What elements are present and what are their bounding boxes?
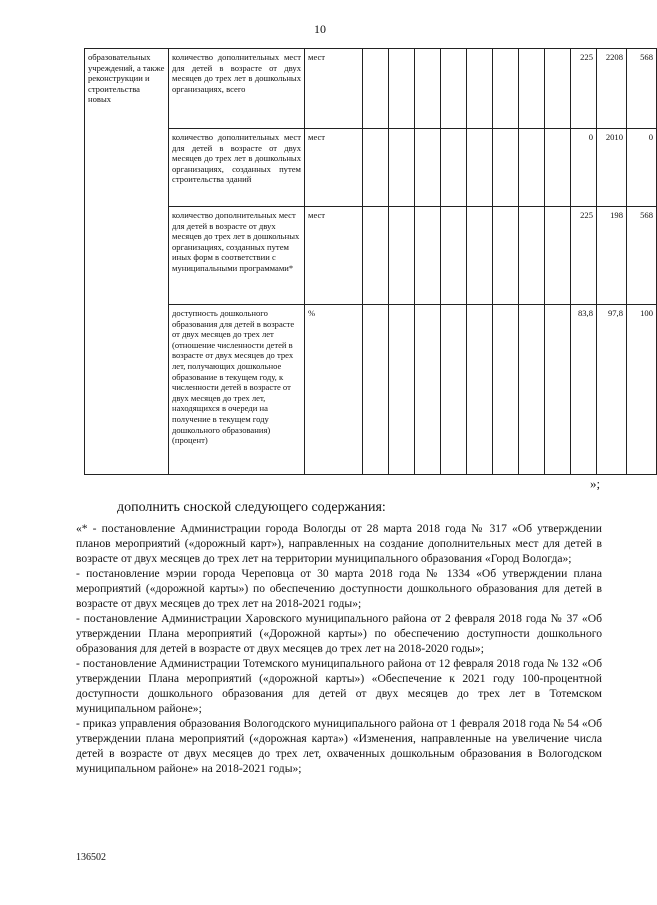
value-cell: 83,8 xyxy=(571,305,597,475)
indicators-table xyxy=(84,48,657,475)
table-row xyxy=(85,207,657,305)
unit-cell: мест xyxy=(305,129,363,207)
footnote-paragraph: - постановление Администрации Тотемского муниципального района от 12 февраля 2018 года № 132 «Об утверждении Плана мероприятий («дорожной карты») «Обеспечение к 2021 году 100-процентной доступности дошкольного образования для детей от двух месяцев до трех лет в Тотемском муниципальном районе»; xyxy=(76,657,602,715)
value-cell: 2010 xyxy=(597,129,627,207)
table-row xyxy=(85,129,657,207)
table-row xyxy=(85,305,657,475)
value-cell: 2208 xyxy=(597,49,627,129)
unit-cell: мест xyxy=(305,49,363,129)
page-number: 10 xyxy=(314,22,326,36)
value-cell: 225 xyxy=(571,207,597,305)
category-cell: образовательных учреждений, а также реконструкции и строительства новых xyxy=(85,49,169,475)
value-cell: 0 xyxy=(627,129,657,207)
footnote-paragraph: - постановление Администрации Харовского муниципального района от 2 февраля 2018 года № 37 «Об утверждении Плана мероприятий («Дорожной карты») по обеспечению доступности дошкольного образования для детей в возрасте от двух месяцев до трех лет на 2018-2020 годы»; xyxy=(76,612,602,655)
footnote-paragraph: - приказ управления образования Вологодского муниципального района от 1 февраля 2018 года № 54 «Об утверждении плана мероприятий («дорожная карта») «Изменения, направленные на увеличение числа детей в возрасте от двух месяцев до трех лет, охваченных дошкольным образования в Вологодском муниципальном районе» на 2018-2021 годы»; xyxy=(76,717,602,775)
indicator-cell: количество дополнительных мест для детей в возрасте от двух месяцев до трех лет в дошкольных организациях, созданных путем строительства зданий xyxy=(169,129,305,207)
indicator-cell: количество дополнительных мест для детей в возрасте от двух месяцев до трех лет в дошкольных организациях, всего xyxy=(169,49,305,129)
footnote-paragraph: «* - постановление Администрации города Вологды от 28 марта 2018 года № 317 «Об утверждении планов мероприятий («дорожный карт»), направленных на создание дополнительных мест для детей в возрасте от двух месяцев до трех лет на территории муниципального образования «Город Вологда»; xyxy=(76,522,602,565)
value-cell: 568 xyxy=(627,207,657,305)
table-row xyxy=(85,49,657,129)
indicator-cell: количество дополнительных мест для детей в возрасте от двух месяцев до трех лет в дошкольных организациях, созданных путем иных форм в соответствии с муниципальными программами* xyxy=(169,207,305,305)
value-cell: 97,8 xyxy=(597,305,627,475)
value-cell: 100 xyxy=(627,305,657,475)
value-cell: 198 xyxy=(597,207,627,305)
footnote-body xyxy=(76,521,602,776)
document-code: 136502 xyxy=(76,852,106,863)
value-cell: 0 xyxy=(571,129,597,207)
value-cell: 568 xyxy=(627,49,657,129)
footnote-paragraph: - постановление мэрии города Череповца от 30 марта 2018 года № 1334 «Об утверждении плана мероприятий («дорожной карты») по обеспечению доступности дошкольного образования для детей в возрасте от двух месяцев до трех лет на 2018-2021 годы»; xyxy=(76,567,602,610)
unit-cell: мест xyxy=(305,207,363,305)
closing-quote: »; xyxy=(590,476,601,491)
indicator-cell: доступность дошкольного образования для детей в возрасте от двух месяцев до трех лет (отношение численности детей в возрасте от двух месяцев до трех лет, получающих дошкольное образование в текущем году, к численности детей в возрасте от двух месяцев до трех лет, находящихся в очереди на получение в текущем году дошкольного образования) (процент) xyxy=(169,305,305,475)
unit-cell: % xyxy=(305,305,363,475)
value-cell: 225 xyxy=(571,49,597,129)
lead-text: дополнить сноской следующего содержания: xyxy=(117,500,386,515)
